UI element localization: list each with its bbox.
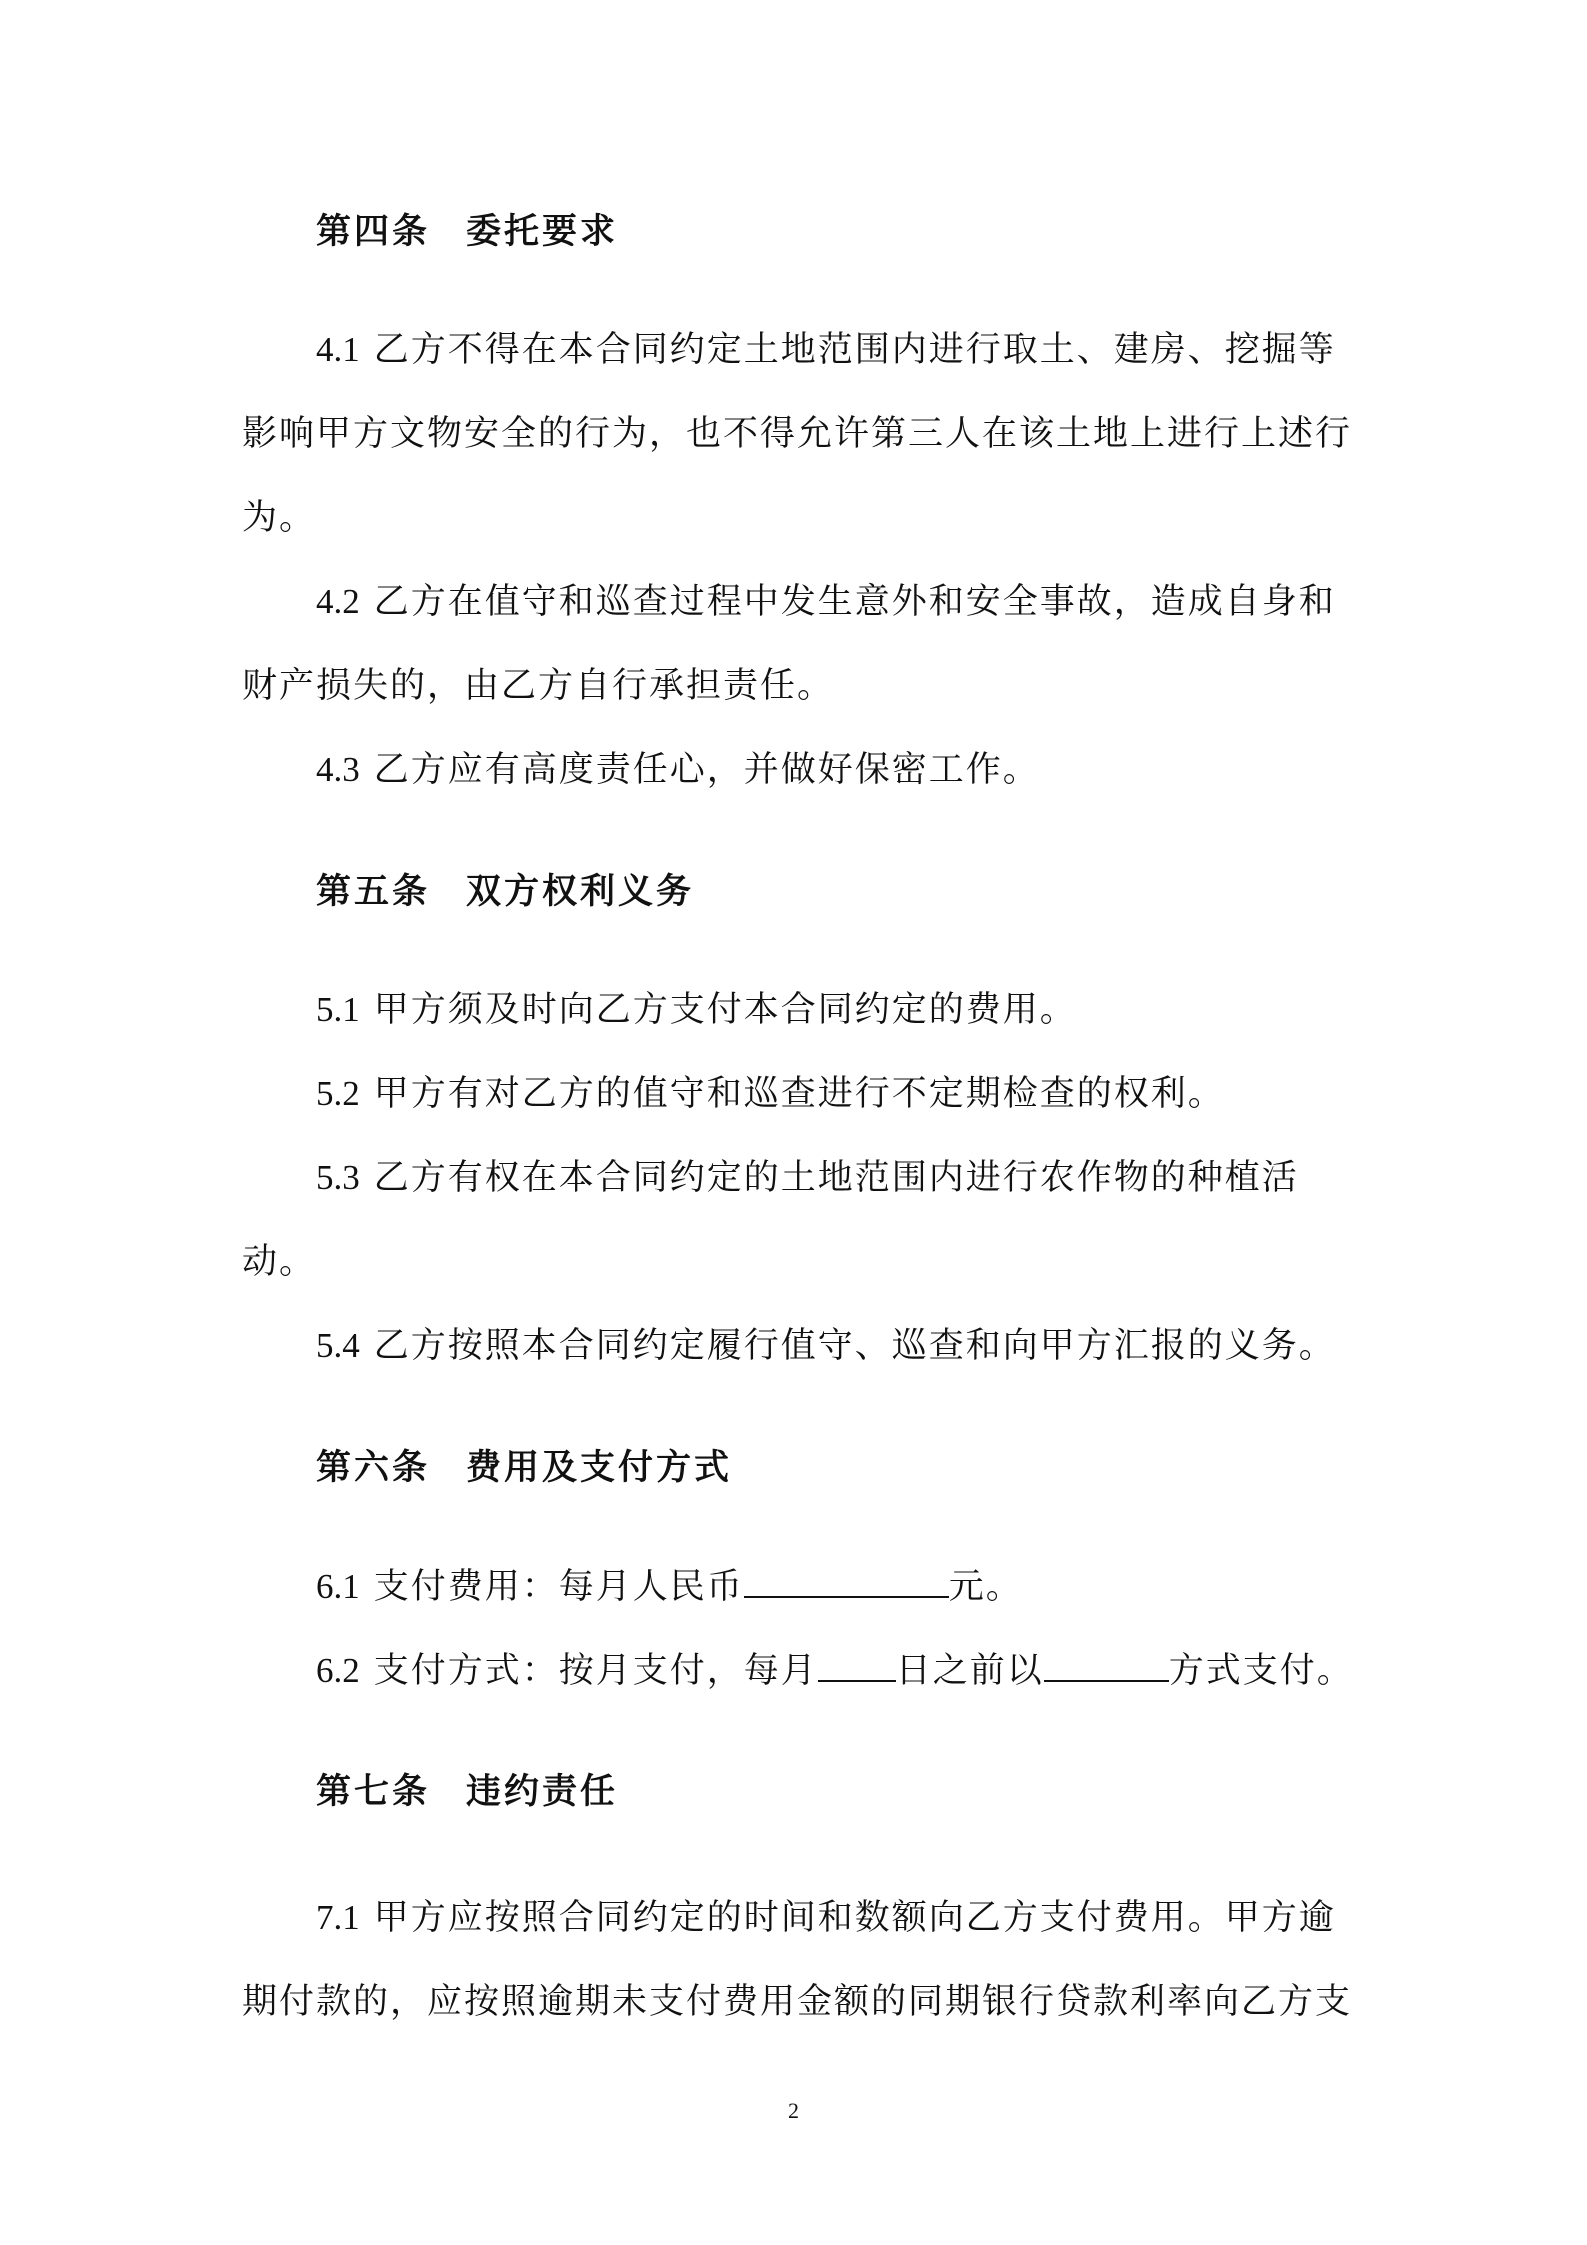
clause-4-3-line-1: 4.3 乙方应有高度责任心，并做好保密工作。 bbox=[316, 750, 1040, 790]
clause-4-2-number: 4.2 bbox=[316, 582, 360, 621]
clause-7-1-line-2: 期付款的，应按照逾期未支付费用金额的同期银行贷款利率向乙方支 bbox=[242, 1982, 1353, 2022]
clause-6-1-line-1: 6.1 支付费用：每月人民币 元。 bbox=[316, 1567, 1023, 1607]
article-6-number: 第六条 bbox=[316, 1448, 431, 1488]
clause-4-1-line-3: 为。 bbox=[242, 498, 317, 538]
clause-4-2-line-2: 财产损失的，由乙方自行承担责任。 bbox=[242, 666, 835, 706]
payment-day-blank[interactable] bbox=[818, 1650, 896, 1682]
article-5-title: 双方权利义务 bbox=[466, 872, 695, 912]
clause-5-2-number: 5.2 bbox=[316, 1074, 360, 1113]
clause-4-3-number: 4.3 bbox=[316, 750, 360, 789]
clause-5-3-number: 5.3 bbox=[316, 1158, 360, 1197]
clause-7-1-number: 7.1 bbox=[316, 1898, 360, 1937]
clause-5-3-line-2: 动。 bbox=[242, 1242, 317, 1282]
clause-5-4-line-1: 5.4 乙方按照本合同约定履行值守、巡查和向甲方汇报的义务。 bbox=[316, 1326, 1336, 1366]
article-5-number: 第五条 bbox=[316, 872, 431, 912]
article-6-title: 费用及支付方式 bbox=[466, 1448, 733, 1488]
payment-method-blank[interactable] bbox=[1044, 1650, 1169, 1682]
clause-6-2-line-1: 6.2 支付方式：按月支付，每月 日之前以 方式支付。 bbox=[316, 1651, 1354, 1691]
clause-4-1-line-2: 影响甲方文物安全的行为，也不得允许第三人在该土地上进行上述行 bbox=[242, 414, 1353, 454]
article-7-title: 违约责任 bbox=[466, 1772, 619, 1812]
clause-5-2-line-1: 5.2 甲方有对乙方的值守和巡查进行不定期检查的权利。 bbox=[316, 1074, 1225, 1114]
monthly-fee-blank[interactable] bbox=[744, 1566, 949, 1598]
clause-6-2-number: 6.2 bbox=[316, 1651, 360, 1690]
clause-6-1-number: 6.1 bbox=[316, 1567, 360, 1606]
article-4-title: 委托要求 bbox=[466, 212, 619, 252]
clause-4-2-line-1: 4.2 乙方在值守和巡查过程中发生意外和安全事故，造成自身和 bbox=[316, 582, 1336, 622]
clause-5-3-line-1: 5.3 乙方有权在本合同约定的土地范围内进行农作物的种植活 bbox=[316, 1158, 1299, 1198]
article-7-heading bbox=[316, 1772, 618, 1812]
article-4-number: 第四条 bbox=[316, 212, 431, 252]
clause-5-1-number: 5.1 bbox=[316, 990, 360, 1029]
clause-5-1-line-1: 5.1 甲方须及时向乙方支付本合同约定的费用。 bbox=[316, 990, 1077, 1030]
article-7-number: 第七条 bbox=[316, 1772, 431, 1812]
article-5-heading bbox=[316, 872, 694, 912]
article-4-heading bbox=[316, 212, 618, 252]
clause-4-1-line-1: 4.1 乙方不得在本合同约定土地范围内进行取土、建房、挖掘等 bbox=[316, 330, 1336, 370]
clause-7-1-line-1: 7.1 甲方应按照合同约定的时间和数额向乙方支付费用。甲方逾 bbox=[316, 1898, 1336, 1938]
page-number: 2 bbox=[788, 2098, 799, 2123]
clause-4-1-number: 4.1 bbox=[316, 330, 360, 369]
clause-5-4-number: 5.4 bbox=[316, 1326, 360, 1365]
article-6-heading bbox=[316, 1448, 732, 1488]
